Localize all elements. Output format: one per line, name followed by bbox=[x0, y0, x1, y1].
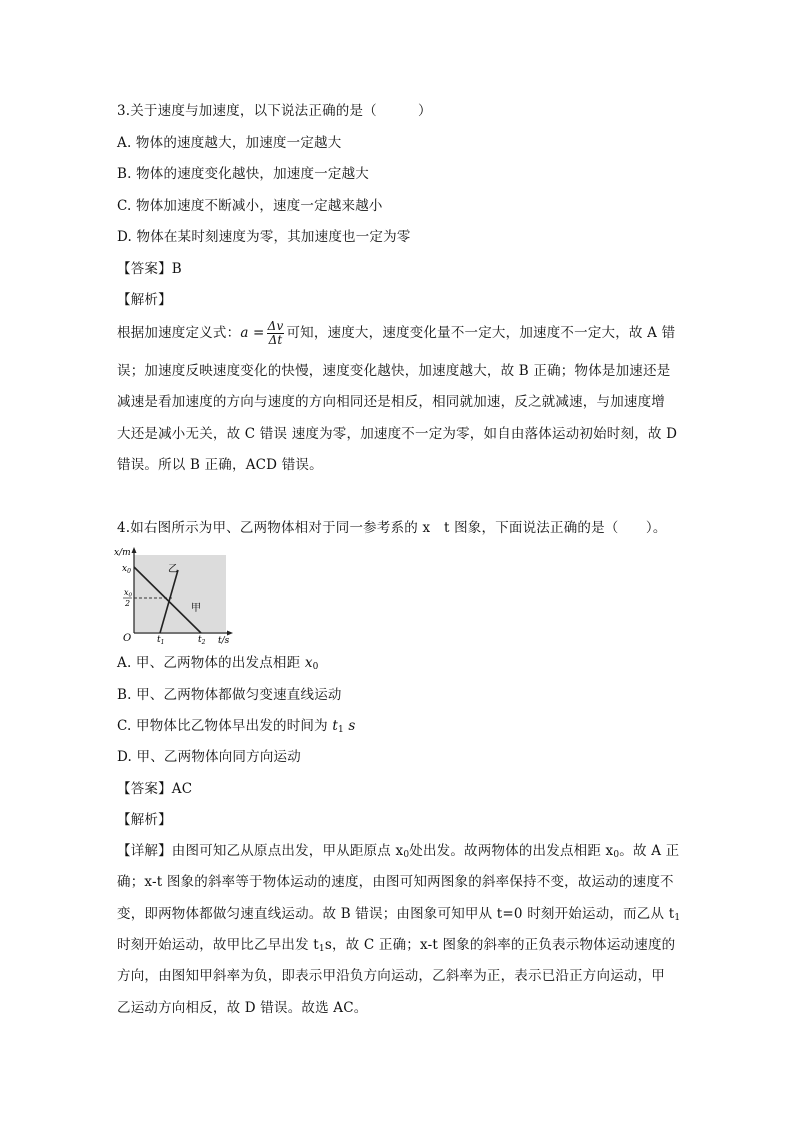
q3-answer: 【答案】B bbox=[117, 261, 182, 277]
detail-1b: 处出发。故两物体的出发点相距 x bbox=[409, 843, 614, 859]
formula-denominator: Δt bbox=[268, 333, 283, 347]
q4-option-b: B. 甲、乙两物体都做匀变速直线运动 bbox=[117, 687, 342, 703]
graph-background bbox=[134, 555, 226, 632]
q3-option-d: D. 物体在某时刻速度为零，其加速度也一定为零 bbox=[117, 229, 411, 245]
detail-1-sub: 0 bbox=[403, 850, 410, 860]
q3-analysis-title: 【解析】 bbox=[117, 292, 172, 308]
q4-detail-line-4 bbox=[117, 936, 675, 958]
line-jia-label: 甲 bbox=[191, 603, 201, 614]
q4-detail-line-5: 方向，由图知甲斜率为负，即表示甲沿负方向运动，乙斜率为正，表示已沿正方向运动，甲 bbox=[117, 968, 665, 984]
half-x0-denominator: 2 bbox=[125, 599, 131, 608]
option-c-var: t bbox=[332, 718, 338, 734]
xt-graph bbox=[112, 545, 238, 645]
q4-option-c bbox=[117, 717, 356, 739]
q4-detail-line-6: 乙运动方向相反，故 D 错误。故选 AC。 bbox=[117, 1000, 368, 1016]
detail-1c: 。故 A 正 bbox=[619, 843, 680, 859]
q3-analysis-line-3: 减速是看加速度的方向与速度的方向相同还是相反，相同就加速，反之就减速，与加速度增 bbox=[117, 394, 665, 410]
formula-fraction bbox=[267, 320, 285, 347]
formula-lhs: a = bbox=[240, 325, 265, 341]
q4-stem: 4.如右图所示为甲、乙两物体相对于同一参考系的 x t 图象，下面说法正确的是（ ）。 bbox=[117, 520, 667, 536]
half-x0-numerator: x0 bbox=[124, 588, 133, 599]
q4-answer: 【答案】AC bbox=[117, 781, 193, 797]
formula-numerator: Δv bbox=[267, 319, 284, 333]
q3-option-b: B. 物体的速度变化越快，加速度一定越大 bbox=[117, 166, 370, 182]
option-a-sub: 0 bbox=[312, 662, 319, 672]
q4-analysis-title: 【解析】 bbox=[117, 812, 172, 828]
origin-label: O bbox=[123, 633, 132, 644]
detail-3a: 变，即两物体都做匀速直线运动。故 B 错误；由图象可知甲从 t=0 时刻开始运动，而乙从 t bbox=[117, 906, 675, 922]
q4-detail-line-3 bbox=[117, 905, 680, 927]
x-axis-arrow bbox=[227, 631, 233, 636]
t1-label: $t_1$ bbox=[157, 635, 165, 645]
q3-analysis-line-1 bbox=[117, 320, 675, 347]
y-axis-label: x/m bbox=[114, 548, 131, 558]
q4-option-a bbox=[117, 654, 319, 676]
analysis-line-1-rest: 可知，速度大，速度变化量不一定大，加速度不一定大，故 A 错 bbox=[286, 325, 676, 341]
detail-3-sub: 1 bbox=[674, 913, 681, 923]
q4-detail-line-2: 确；x-t 图象的斜率等于物体运动的速度，由图可知两图象的斜率保持不变，故运动的速度不 bbox=[117, 874, 674, 890]
option-c-sub: 1 bbox=[337, 725, 344, 735]
t2-label: $t_2$ bbox=[198, 635, 206, 645]
analysis-prefix: 根据加速度定义式： bbox=[117, 325, 241, 341]
y-axis-arrow bbox=[132, 547, 137, 553]
x-axis-label: t/s bbox=[218, 636, 230, 645]
detail-4b: s，故 C 正确；x-t 图象的斜率的正负表示物体运动速度的 bbox=[324, 937, 676, 953]
q3-option-a: A. 物体的速度越大，加速度一定越大 bbox=[117, 135, 342, 151]
detail-1-sub2: 0 bbox=[613, 850, 620, 860]
detail-1a: 【详解】由图可知乙从原点出发，甲从距原点 x bbox=[117, 843, 404, 859]
q3-analysis-line-4: 大还是减小无关，故 C 错误 速度为零，加速度不一定为零，如自由落体运动初始时刻，故 D bbox=[117, 426, 678, 442]
option-c-unit: s bbox=[343, 718, 356, 734]
q3-analysis-line-2: 误；加速度反映速度变化的快慢，速度变化越快，加速度越大，故 B 正确；物体是加速还是 bbox=[117, 363, 671, 379]
q3-option-c: C. 物体加速度不断减小，速度一定越来越小 bbox=[117, 198, 383, 214]
detail-4-sub: 1 bbox=[318, 944, 325, 954]
line-yi-label: 乙 bbox=[168, 564, 178, 575]
option-c-text: C. 甲物体比乙物体早出发的时间为 bbox=[117, 718, 333, 734]
q3-analysis-line-5: 错误。所以 B 正确，ACD 错误。 bbox=[117, 457, 323, 473]
q4-detail-line-1 bbox=[117, 842, 679, 864]
q4-option-d: D. 甲、乙两物体向同方向运动 bbox=[117, 749, 301, 765]
q3-stem: 3.关于速度与加速度，以下说法正确的是（ ） bbox=[117, 103, 432, 119]
detail-4a: 时刻开始运动，故甲比乙早出发 t bbox=[117, 937, 319, 953]
option-a-var: x bbox=[304, 655, 313, 671]
option-a-text: A. 甲、乙两物体的出发点相距 bbox=[117, 655, 305, 671]
x0-label: $x_0$ bbox=[122, 564, 131, 575]
